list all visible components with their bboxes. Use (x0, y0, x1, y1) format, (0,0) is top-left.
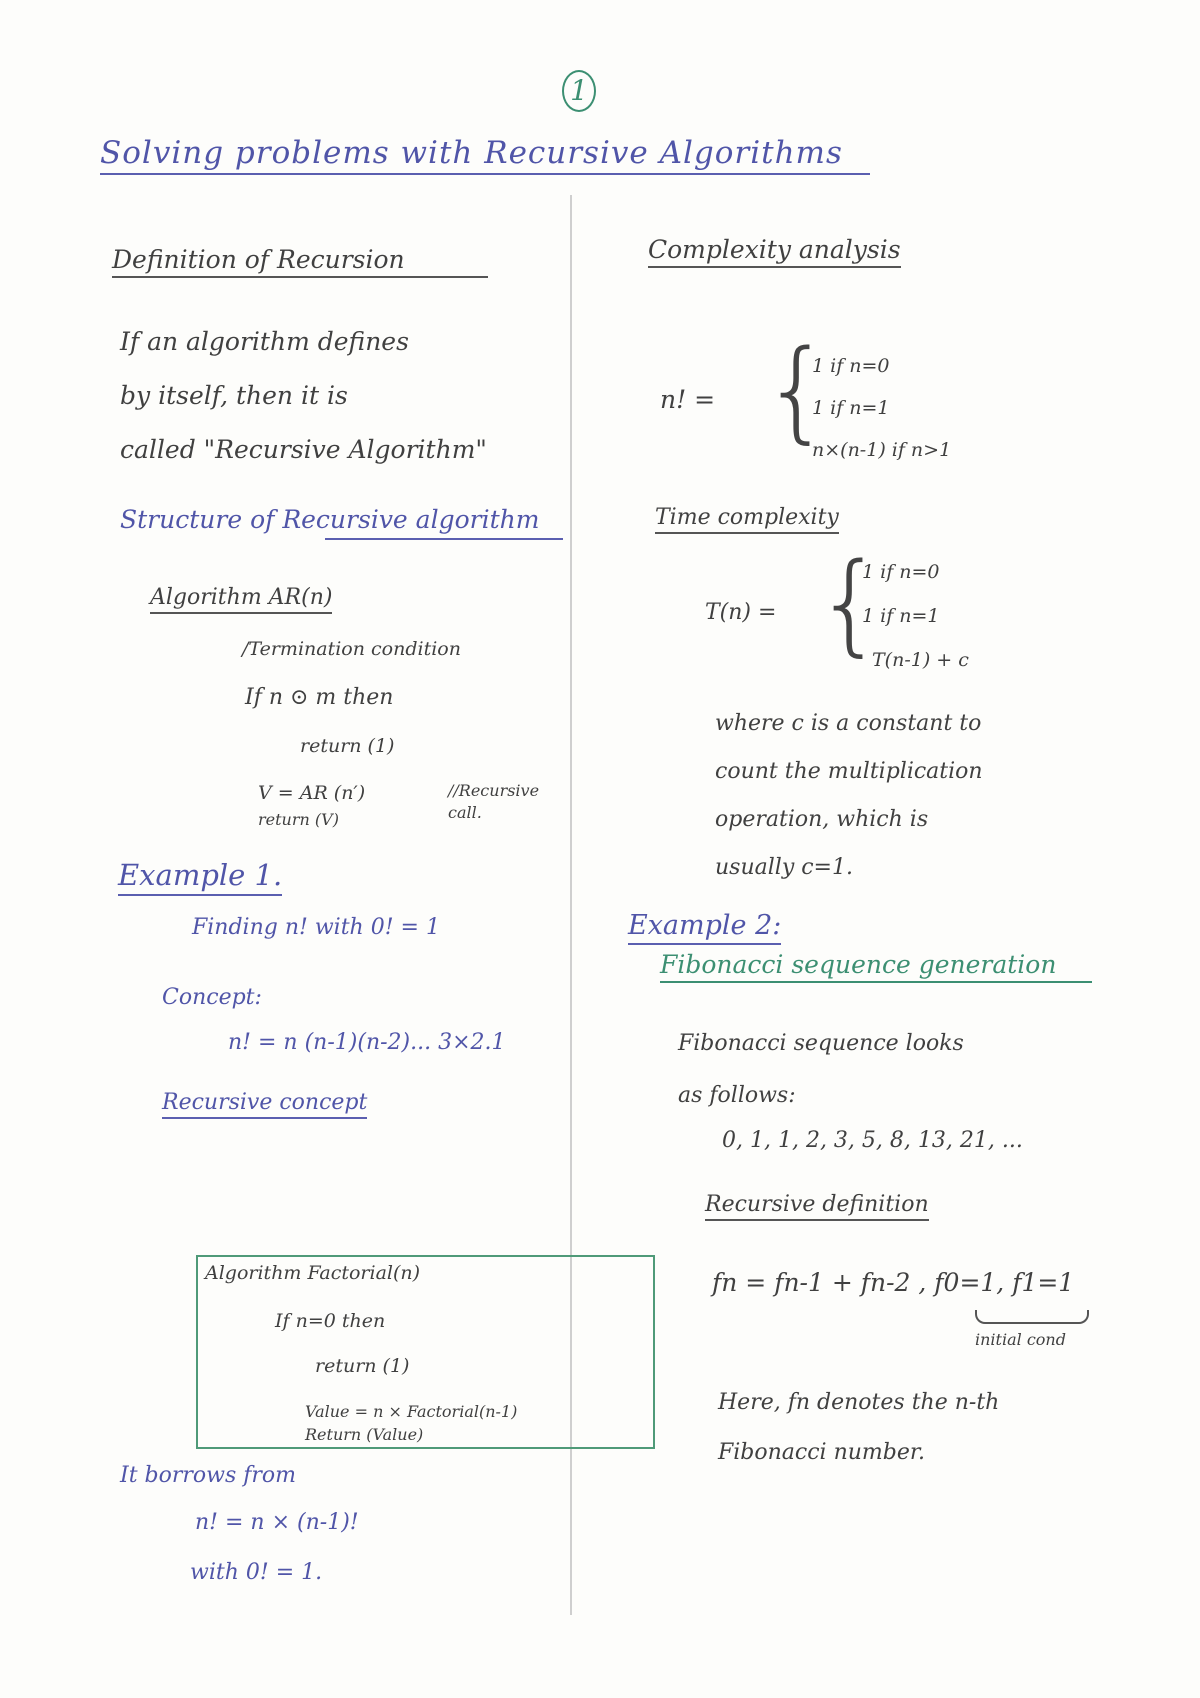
where-line: count the multiplication (715, 759, 983, 784)
structure-line: return (1) (300, 735, 395, 757)
fib-heading: Fibonacci sequence generation (660, 950, 1092, 983)
factorial-lhs: n! = (660, 385, 716, 414)
structure-heading: Structure of Recursive algorithm (120, 505, 540, 534)
time-lhs: T(n) = (705, 600, 777, 625)
here-line: Here, fn denotes the n-th (718, 1390, 1000, 1415)
factorial-case: 1 if n=1 (812, 397, 890, 419)
borrow-line: n! = n × (n-1)! (195, 1510, 359, 1535)
structure-algo-title: Algorithm AR(n) (150, 585, 332, 614)
concept-label: Concept: (162, 985, 262, 1010)
initial-cond-brace (975, 1310, 1089, 1324)
fib-line: as follows: (678, 1083, 796, 1108)
where-line: where c is a constant to (715, 711, 982, 736)
recdef-formula: fn = fn-1 + fn-2 , f0=1, f1=1 (712, 1268, 1075, 1297)
box-line: If n=0 then (275, 1310, 386, 1332)
initial-cond-label: initial cond (975, 1330, 1066, 1349)
box-line: Return (Value) (305, 1425, 424, 1444)
where-line: usually c=1. (715, 855, 853, 880)
structure-underline (325, 538, 563, 540)
where-text (715, 700, 983, 892)
definition-line: by itself, then it is (120, 381, 348, 410)
here-line: Fibonacci number. (718, 1440, 925, 1465)
page-number: 1 (562, 70, 596, 112)
definition-heading: Definition of Recursion (112, 245, 488, 278)
time-case: T(n-1) + c (872, 649, 969, 671)
box-line: Algorithm Factorial(n) (205, 1262, 421, 1284)
fib-line: Fibonacci sequence looks (678, 1031, 964, 1056)
fib-sequence: 0, 1, 1, 2, 3, 5, 8, 13, 21, ... (722, 1128, 1023, 1153)
time-cases (862, 550, 969, 682)
borrow-line: with 0! = 1. (190, 1560, 323, 1585)
factorial-brace: { (762, 326, 832, 454)
factorial-case: 1 if n=0 (812, 355, 890, 377)
structure-line: V = AR (n′) (258, 782, 366, 804)
page-title: Solving problems with Recursive Algorithms (100, 135, 870, 175)
example1-task: Finding n! with 0! = 1 (192, 915, 440, 940)
time-heading: Time complexity (655, 505, 839, 534)
box-line: Value = n × Factorial(n-1) (305, 1402, 518, 1421)
factorial-case: n×(n-1) if n>1 (812, 439, 952, 461)
example2-heading: Example 2: (628, 910, 781, 945)
example1-heading: Example 1. (118, 858, 282, 896)
box-line: return (1) (315, 1355, 410, 1377)
recdef-heading: Recursive definition (705, 1192, 929, 1221)
complexity-heading: Complexity analysis (648, 235, 901, 268)
where-line: operation, which is (715, 807, 929, 832)
structure-line: /Termination condition (242, 638, 461, 660)
structure-line: return (V) (258, 810, 339, 829)
here-text (718, 1378, 999, 1478)
factorial-cases (812, 345, 951, 471)
time-case: 1 if n=0 (862, 561, 940, 583)
time-brace: { (815, 539, 885, 667)
concept-formula: n! = n (n-1)(n-2)... 3×2.1 (228, 1030, 506, 1055)
recursive-concept-heading: Recursive concept (162, 1090, 367, 1119)
borrow-line: It borrows from (120, 1463, 297, 1488)
structure-comment: //Recursive call. (448, 781, 540, 822)
structure-line: If n ⊙ m then (245, 685, 394, 710)
definition-line: If an algorithm defines (120, 327, 409, 356)
fib-description (678, 1018, 964, 1122)
definition-text (120, 315, 487, 477)
definition-line: called "Recursive Algorithm" (120, 435, 487, 464)
time-case: 1 if n=1 (862, 605, 940, 627)
